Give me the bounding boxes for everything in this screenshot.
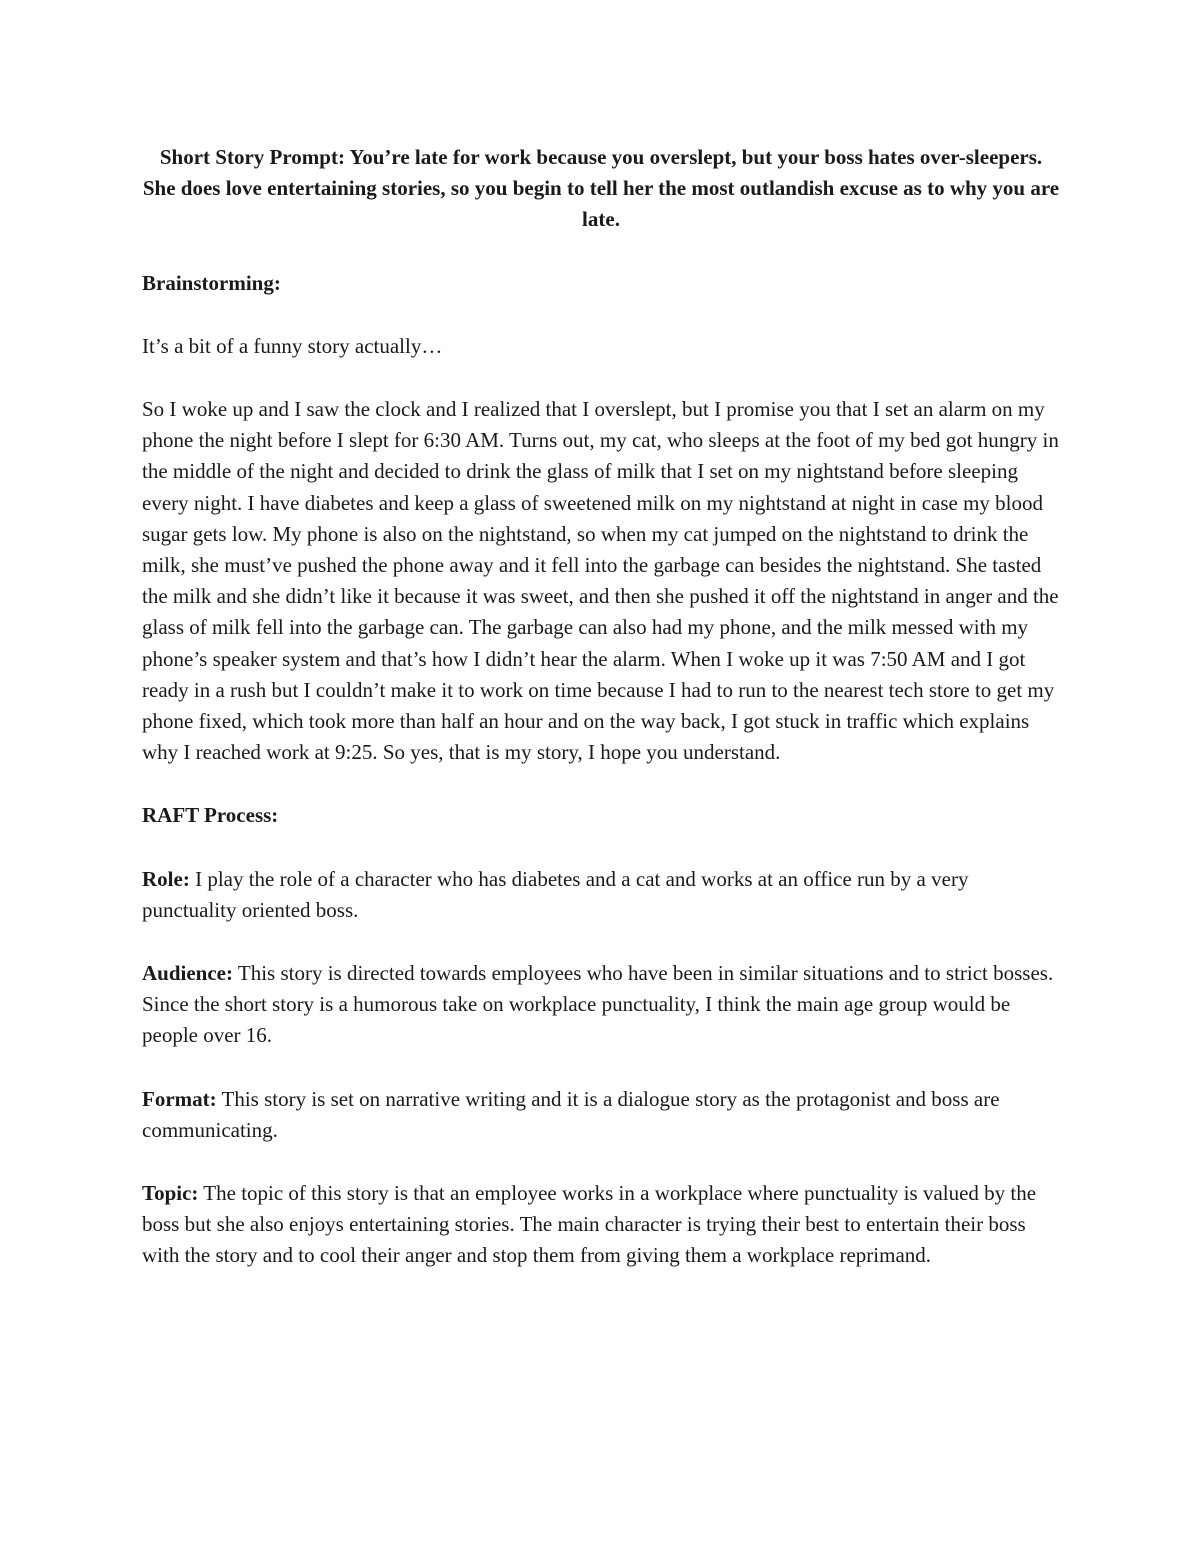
brainstorming-body: So I woke up and I saw the clock and I realized that I overslept, but I promise you that I set an alarm on my phone the night before I slept for 6:30 AM. Turns out, my cat, who sleeps at the foot of my bed got hungry in the middle of the night and decided to drink the glass of milk that I set on my nightstand before sleeping every night. I have diabetes and keep a glass of sweetened milk on my nightstand at night in case my blood sugar gets low. My phone is also on the nightstand, so when my cat jumped on the nightstand to drink the milk, she must’ve pushed the phone away and it fell into the garbage can besides the nightstand. She tasted the milk and she didn’t like it because it was sweet, and then she pushed it off the nightstand in anger and the glass of milk fell into the garbage can. The garbage can also had my phone, and the milk messed with my phone’s speaker system and that’s how I didn’t hear the alarm. When I woke up it was 7:50 AM and I got ready in a rush but I couldn’t make it to work on time because I had to run to the nearest tech store to get my phone fixed, which took more than half an hour and on the way back, I got stuck in traffic which explains why I reached work at 9:25. So yes, that is my story, I hope you understand. (142, 397, 1059, 765)
raft-format (142, 1084, 1060, 1146)
raft-role-label: Role: (142, 866, 190, 891)
brainstorming-intro: It’s a bit of a funny story actually… (142, 333, 443, 358)
story-prompt (142, 142, 1060, 236)
raft-audience-label: Audience: (142, 961, 233, 986)
raft-format-text: This story is set on narrative writing and it is a dialogue story as the protagonist and boss are communicating. (142, 1086, 1000, 1142)
raft-topic-label: Topic: (142, 1181, 199, 1206)
raft-topic-text: The topic of this story is that an employee works in a workplace where punctuality is valued by the boss but she also enjoys entertaining stories. The main character is trying their best to entertain their boss with the story and to cool their anger and stop them from giving them a workplace reprimand. (142, 1181, 1037, 1268)
raft-heading: RAFT Process: (142, 803, 279, 828)
raft-role-text: I play the role of a character who has diabetes and a cat and works at an office run by a very punctuality oriented boss. (142, 866, 969, 922)
brainstorming-heading: Brainstorming: (142, 270, 281, 295)
story-prompt-text: You’re late for work because you overslept, but your boss hates over-sleepers. She does love entertaining stories, so you begin to tell her the most outlandish excuse as to why you are late. (142, 145, 1060, 232)
raft-format-label: Format: (142, 1086, 217, 1111)
raft-audience-text: This story is directed towards employees who have been in similar situations and to strict bosses. Since the short story is a humorous take on workplace punctuality, I think the main age group would be people over 16. (142, 961, 1054, 1048)
raft-role (142, 864, 1060, 926)
raft-topic (142, 1178, 1060, 1272)
story-prompt-label: Short Story Prompt: (159, 145, 345, 169)
raft-audience (142, 958, 1060, 1052)
document-content (142, 142, 1060, 1304)
